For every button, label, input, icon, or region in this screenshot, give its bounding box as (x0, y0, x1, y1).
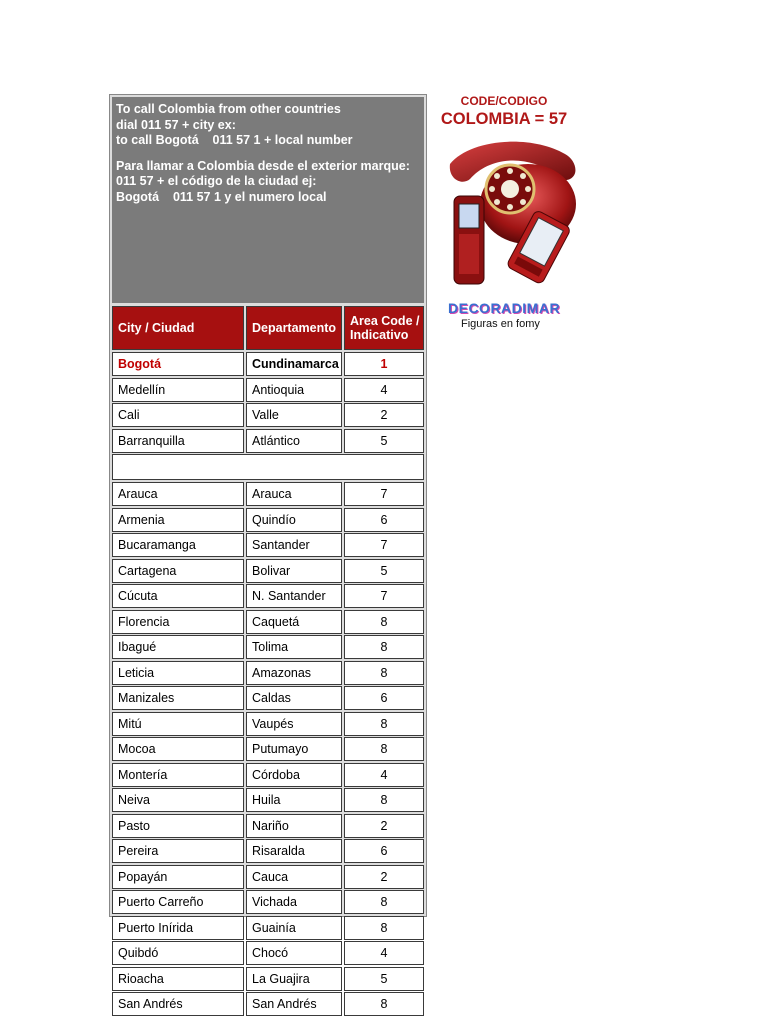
cell-city: Armenia (112, 508, 244, 532)
cell-city: Leticia (112, 661, 244, 685)
cell-department: Atlántico (246, 429, 342, 453)
cell-city: Cali (112, 403, 244, 427)
cell-department: Huila (246, 788, 342, 812)
cell-city: Pasto (112, 814, 244, 838)
cell-department: Cundinamarca (246, 352, 342, 376)
cell-department: Tolima (246, 635, 342, 659)
cell-city: Ibagué (112, 635, 244, 659)
cell-department: Quindío (246, 508, 342, 532)
cell-code: 4 (344, 378, 424, 402)
cell-city: Puerto Carreño (112, 890, 244, 914)
cell-code: 8 (344, 788, 424, 812)
header-area-code-line2: Indicativo (350, 328, 409, 342)
cell-department: Vichada (246, 890, 342, 914)
cell-code: 7 (344, 584, 424, 608)
cell-code: 8 (344, 992, 424, 1016)
cell-code: 8 (344, 737, 424, 761)
cell-code: 8 (344, 712, 424, 736)
cell-code: 8 (344, 661, 424, 685)
cell-city: Arauca (112, 482, 244, 506)
cell-department: Bolivar (246, 559, 342, 583)
header-area-code (344, 306, 424, 350)
intro-line: to call Bogotá 011 57 1 + local number (116, 133, 353, 147)
cell-department: N. Santander (246, 584, 342, 608)
cell-city: Pereira (112, 839, 244, 863)
cell-code: 2 (344, 865, 424, 889)
telephones-image (440, 134, 582, 294)
cell-city: Quibdó (112, 941, 244, 965)
cell-city: Mocoa (112, 737, 244, 761)
cell-code: 6 (344, 839, 424, 863)
cell-code: 6 (344, 508, 424, 532)
cell-department: Chocó (246, 941, 342, 965)
cell-department: Risaralda (246, 839, 342, 863)
cell-code: 8 (344, 916, 424, 940)
separator-row (112, 454, 424, 480)
cell-city: Cartagena (112, 559, 244, 583)
ad-country-code: COLOMBIA = 57 (440, 110, 568, 128)
header-department: Departamento (246, 306, 342, 350)
header-city: City / Ciudad (112, 306, 244, 350)
cell-city: Manizales (112, 686, 244, 710)
cell-department: Arauca (246, 482, 342, 506)
cell-code: 8 (344, 890, 424, 914)
cell-department: Amazonas (246, 661, 342, 685)
cell-city: Rioacha (112, 967, 244, 991)
intro-line: 011 57 + el código de la ciudad ej: (116, 174, 317, 188)
cell-department: Santander (246, 533, 342, 557)
cell-department: Guainía (246, 916, 342, 940)
area-codes-table (109, 94, 427, 1011)
cell-city: Medellín (112, 378, 244, 402)
cell-city: Bogotá (112, 352, 244, 376)
cell-code: 1 (344, 352, 424, 376)
cell-city: Florencia (112, 610, 244, 634)
cell-city: Cúcuta (112, 584, 244, 608)
intro-box (112, 97, 424, 303)
cell-city: Barranquilla (112, 429, 244, 453)
cell-department: Nariño (246, 814, 342, 838)
cell-code: 7 (344, 482, 424, 506)
cell-city: Puerto Inírida (112, 916, 244, 940)
cell-department: Cauca (246, 865, 342, 889)
cell-code: 5 (344, 967, 424, 991)
cell-code: 8 (344, 610, 424, 634)
cell-department: Caquetá (246, 610, 342, 634)
cell-city: Mitú (112, 712, 244, 736)
cell-city: Bucaramanga (112, 533, 244, 557)
cell-city: Popayán (112, 865, 244, 889)
cell-department: Putumayo (246, 737, 342, 761)
cell-code: 4 (344, 763, 424, 787)
header-area-code-line1: Area Code / (350, 314, 420, 328)
cell-department: Córdoba (246, 763, 342, 787)
cell-code: 2 (344, 814, 424, 838)
brand-tagline: Figuras en fomy (461, 318, 540, 330)
cell-department: Valle (246, 403, 342, 427)
cell-department: San Andrés (246, 992, 342, 1016)
cell-code: 5 (344, 559, 424, 583)
ad-title: CODE/CODIGO (460, 94, 548, 108)
cell-code: 2 (344, 403, 424, 427)
promo-graphic (436, 92, 582, 342)
cell-code: 8 (344, 635, 424, 659)
cell-code: 5 (344, 429, 424, 453)
cell-department: Vaupés (246, 712, 342, 736)
cell-code: 7 (344, 533, 424, 557)
intro-line: To call Colombia from other countries (116, 102, 341, 116)
cell-city: Neiva (112, 788, 244, 812)
cell-department: Antioquia (246, 378, 342, 402)
cell-code: 4 (344, 941, 424, 965)
cell-department: Caldas (246, 686, 342, 710)
cell-city: Montería (112, 763, 244, 787)
intro-line: dial 011 57 + city ex: (116, 117, 236, 132)
cell-department: La Guajira (246, 967, 342, 991)
cell-code: 6 (344, 686, 424, 710)
intro-line: Para llamar a Colombia desde el exterior marque: (116, 158, 410, 173)
brand-logo: DECORADIMAR (448, 300, 561, 316)
cell-city: San Andrés (112, 992, 244, 1016)
intro-line: Bogotá 011 57 1 y el numero local (116, 189, 327, 204)
